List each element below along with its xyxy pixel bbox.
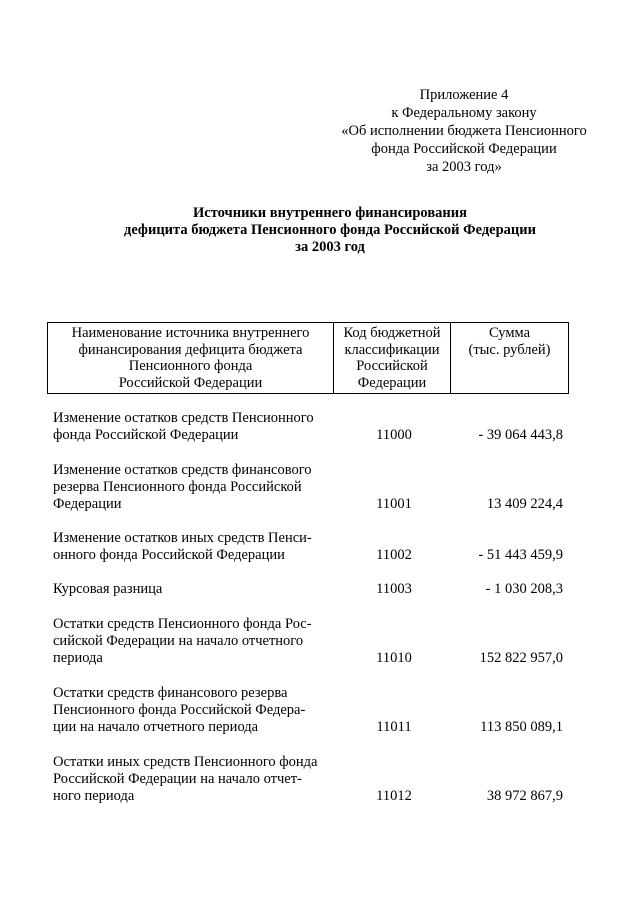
- header-text: классификации: [344, 341, 440, 358]
- row-amount: 38 972 867,9: [486, 788, 563, 804]
- row-name-line: Пенсионного фонда Российской Федера-: [53, 702, 306, 718]
- header-text: Российской Федерации: [118, 374, 263, 391]
- row-amount: - 1 030 208,3: [485, 581, 563, 597]
- header-text: Код бюджетной: [343, 325, 441, 341]
- header-text: финансирования дефицита бюджета: [78, 341, 303, 358]
- row-code: 11010: [376, 650, 412, 666]
- header-amount-cell: [451, 323, 568, 393]
- row-code: 11012: [376, 788, 412, 804]
- row-amount: 13 409 224,4: [486, 496, 563, 512]
- header-text: Федерации: [357, 374, 427, 391]
- row-name: [53, 616, 343, 667]
- row-name-line: Изменение остатков средств финансового: [53, 462, 312, 478]
- appendix-line: за 2003 год»: [426, 159, 502, 175]
- row-name-line: Курсовая разница: [53, 581, 163, 597]
- header-text: Пенсионного фонда: [128, 358, 253, 374]
- row-amount: 152 822 957,0: [479, 650, 563, 666]
- row-name: [53, 462, 343, 513]
- header-text: (тыс. рублей): [468, 341, 551, 358]
- row-name-line: Остатки средств Пенсионного фонда Рос-: [53, 616, 312, 632]
- row-code: 11002: [376, 547, 412, 563]
- row-name-line: фонда Российской Федерации: [53, 427, 239, 443]
- appendix-line: к Федеральному закону: [391, 105, 537, 121]
- appendix-line: «Об исполнении бюджета Пенсионного: [341, 123, 587, 139]
- table-header: [47, 322, 569, 394]
- header-text: Сумма: [488, 325, 531, 341]
- row-name-line: резерва Пенсионного фонда Российской: [53, 479, 302, 495]
- row-name-line: ции на начало отчетного периода: [53, 719, 259, 735]
- row-code: 11011: [376, 719, 412, 735]
- row-name-line: Остатки иных средств Пенсионного фонда: [53, 754, 318, 770]
- header-name-cell: [48, 323, 334, 393]
- row-name-line: Изменение остатков иных средств Пенси-: [53, 530, 312, 546]
- appendix-line: Приложение 4: [419, 87, 509, 103]
- row-name-line: Федерации: [53, 496, 122, 512]
- row-name-line: Остатки средств финансового резерва: [53, 685, 288, 701]
- title-line: дефицита бюджета Пенсионного фонда Российской Федерации: [123, 222, 536, 238]
- row-name-line: сийской Федерации на начало отчетного: [53, 633, 304, 649]
- header-code-cell: [334, 323, 451, 393]
- row-name-line: периода: [53, 650, 103, 666]
- row-name: [53, 410, 343, 444]
- appendix-note: [326, 86, 602, 176]
- header-text: Российской: [356, 358, 428, 374]
- document-title: [60, 205, 600, 256]
- row-name: [53, 530, 343, 564]
- appendix-line: фонда Российской Федерации: [371, 141, 557, 157]
- row-name-line: онного фонда Российской Федерации: [53, 547, 285, 563]
- row-name-line: Изменение остатков средств Пенсионного: [53, 410, 314, 426]
- row-name-line: Российской Федерации на начало отчет-: [53, 771, 302, 787]
- row-code: 11003: [376, 581, 412, 597]
- row-code: 11001: [376, 496, 412, 512]
- row-name: [53, 581, 343, 598]
- row-amount: 113 850 089,1: [480, 719, 563, 735]
- row-name-line: ного периода: [53, 788, 135, 804]
- row-name: [53, 685, 343, 736]
- title-line: за 2003 год: [295, 239, 365, 255]
- row-amount: - 51 443 459,9: [478, 547, 563, 563]
- header-text: Наименование источника внутреннего: [71, 325, 310, 341]
- title-line: Источники внутреннего финансирования: [193, 205, 467, 221]
- row-amount: - 39 064 443,8: [478, 427, 563, 443]
- row-code: 11000: [376, 427, 412, 443]
- row-name: [53, 754, 343, 805]
